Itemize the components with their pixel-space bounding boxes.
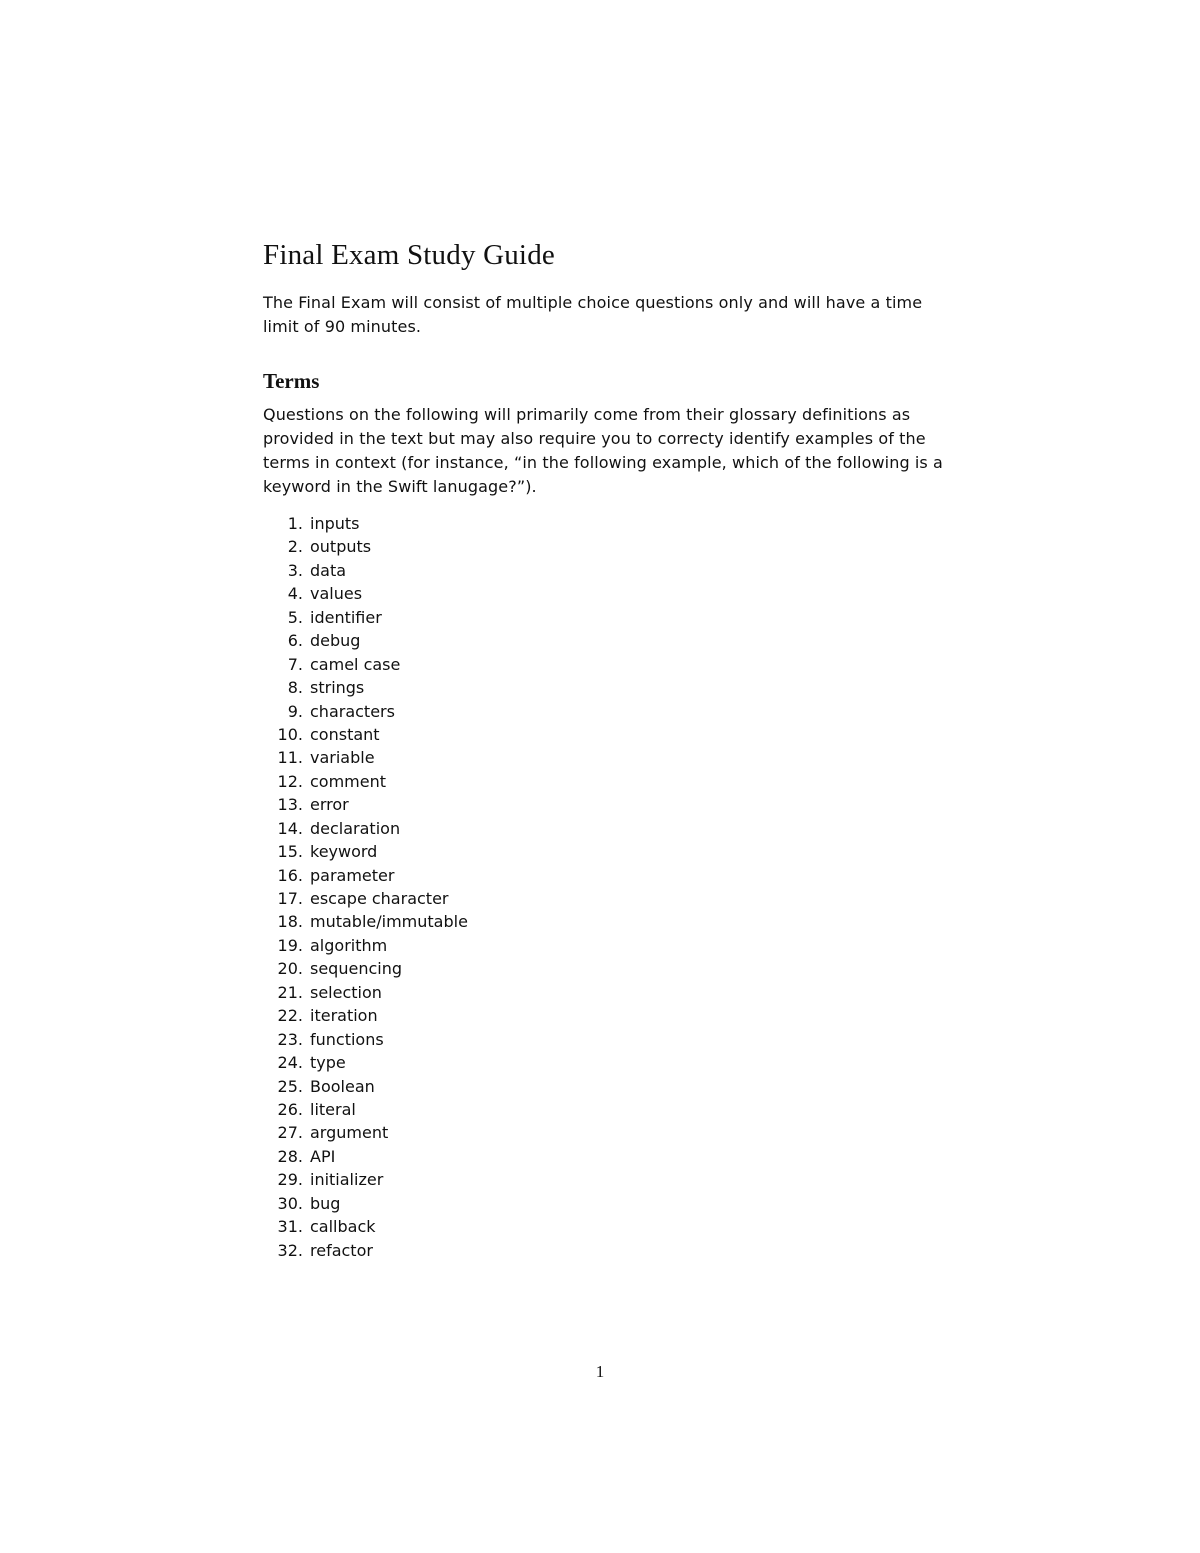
list-item [263, 770, 943, 793]
list-item-label: refactor [310, 1240, 373, 1260]
list-item-label: selection [310, 982, 382, 1002]
list-item-label: constant [310, 724, 380, 744]
list-item-label: values [310, 584, 363, 604]
list-item-label: mutable/immutable [310, 912, 468, 932]
list-item-number: 23. [277, 1029, 303, 1049]
list-item [263, 606, 943, 629]
list-item [263, 512, 943, 535]
list-item [263, 817, 943, 840]
list-item-label: data [310, 560, 347, 580]
intro-paragraph: The Final Exam will consist of multiple choice questions only and will have a time limit of 90 minutes. [263, 293, 923, 336]
list-item-number: 19. [277, 935, 303, 955]
list-item-label: identifier [310, 607, 382, 627]
list-item-number: 1. [287, 514, 303, 533]
list-item-number: 13. [277, 795, 303, 815]
list-item-label: functions [310, 1029, 384, 1049]
list-item-label: Boolean [310, 1076, 375, 1096]
list-item-number: 7. [287, 654, 303, 674]
list-item [263, 1192, 943, 1215]
list-item-number: 4. [287, 584, 303, 604]
list-item-number: 14. [277, 818, 303, 838]
list-item [263, 1051, 943, 1074]
list-item-label: inputs [310, 514, 360, 533]
list-item-number: 30. [277, 1193, 303, 1213]
list-item [263, 746, 943, 769]
page-number: 1 [595, 1362, 605, 1381]
list-item-number: 27. [277, 1123, 303, 1143]
list-item-label: variable [310, 748, 375, 768]
list-item-number: 22. [277, 1006, 303, 1026]
list-item-number: 10. [277, 724, 303, 744]
list-item-number: 18. [277, 912, 303, 932]
list-item [263, 1075, 943, 1098]
list-item-label: characters [310, 701, 395, 721]
list-item-number: 16. [277, 865, 303, 885]
terms-description: Questions on the following will primarily come from their glossary definitions as provided in the text but may also require you to correcty identify examples of the terms in context (for instance, “in the following example, which of the following is a keyword in the Swift lanugage?”). [263, 405, 943, 496]
list-item [263, 981, 943, 1004]
list-item [263, 653, 943, 676]
list-item-label: bug [310, 1193, 341, 1213]
list-item-number: 2. [287, 537, 303, 557]
list-item [263, 723, 943, 746]
list-item [263, 1004, 943, 1027]
terms-list [263, 512, 943, 1262]
list-item [263, 582, 943, 605]
list-item-label: comment [310, 771, 387, 791]
list-item-label: debug [310, 631, 361, 651]
list-item-number: 8. [287, 678, 303, 698]
list-item-number: 15. [277, 842, 303, 862]
list-item [263, 840, 943, 863]
list-item-number: 6. [287, 631, 303, 651]
list-item [263, 700, 943, 723]
list-item-number: 9. [287, 701, 303, 721]
list-item-label: initializer [310, 1170, 384, 1190]
section-heading-terms: Terms [263, 369, 320, 393]
list-item [263, 864, 943, 887]
list-item-number: 5. [287, 607, 303, 627]
list-item-label: declaration [310, 818, 401, 838]
list-item-number: 24. [277, 1053, 303, 1073]
list-item-label: callback [310, 1217, 376, 1237]
list-item-number: 20. [277, 959, 303, 979]
list-item-number: 32. [277, 1240, 303, 1260]
list-item-number: 12. [277, 771, 303, 791]
list-item [263, 793, 943, 816]
list-item [263, 910, 943, 933]
list-item-number: 17. [277, 889, 303, 908]
list-item-label: parameter [310, 865, 395, 885]
list-item-label: literal [310, 1099, 356, 1119]
list-item [263, 1145, 943, 1168]
list-item [263, 887, 943, 910]
list-item-number: 26. [277, 1099, 303, 1119]
list-item-label: type [310, 1053, 346, 1073]
list-item-label: API [310, 1146, 336, 1166]
list-item [263, 535, 943, 558]
list-item-number: 29. [277, 1170, 303, 1190]
list-item [263, 957, 943, 980]
list-item-label: keyword [310, 842, 378, 862]
list-item-number: 28. [277, 1146, 303, 1166]
list-item [263, 934, 943, 957]
list-item [263, 1239, 943, 1262]
list-item-label: escape character [310, 889, 449, 908]
page-content [263, 236, 943, 1262]
list-item-label: sequencing [310, 959, 402, 979]
list-item [263, 1168, 943, 1191]
list-item-label: error [310, 795, 349, 815]
list-item-label: algorithm [310, 935, 388, 955]
list-item [263, 1121, 943, 1144]
list-item [263, 676, 943, 699]
page-title: Final Exam Study Guide [263, 239, 555, 271]
list-item [263, 1028, 943, 1051]
list-item [263, 559, 943, 582]
list-item-number: 3. [287, 560, 303, 580]
list-item-label: argument [310, 1123, 389, 1143]
list-item-label: outputs [310, 537, 372, 557]
list-item [263, 1098, 943, 1121]
list-item-number: 25. [277, 1076, 303, 1096]
list-item-number: 31. [277, 1217, 303, 1237]
list-item [263, 1215, 943, 1238]
list-item [263, 629, 943, 652]
list-item-label: iteration [310, 1006, 378, 1026]
list-item-label: camel case [310, 654, 401, 674]
list-item-number: 21. [277, 982, 303, 1002]
list-item-label: strings [310, 678, 365, 698]
list-item-number: 11. [277, 748, 303, 768]
